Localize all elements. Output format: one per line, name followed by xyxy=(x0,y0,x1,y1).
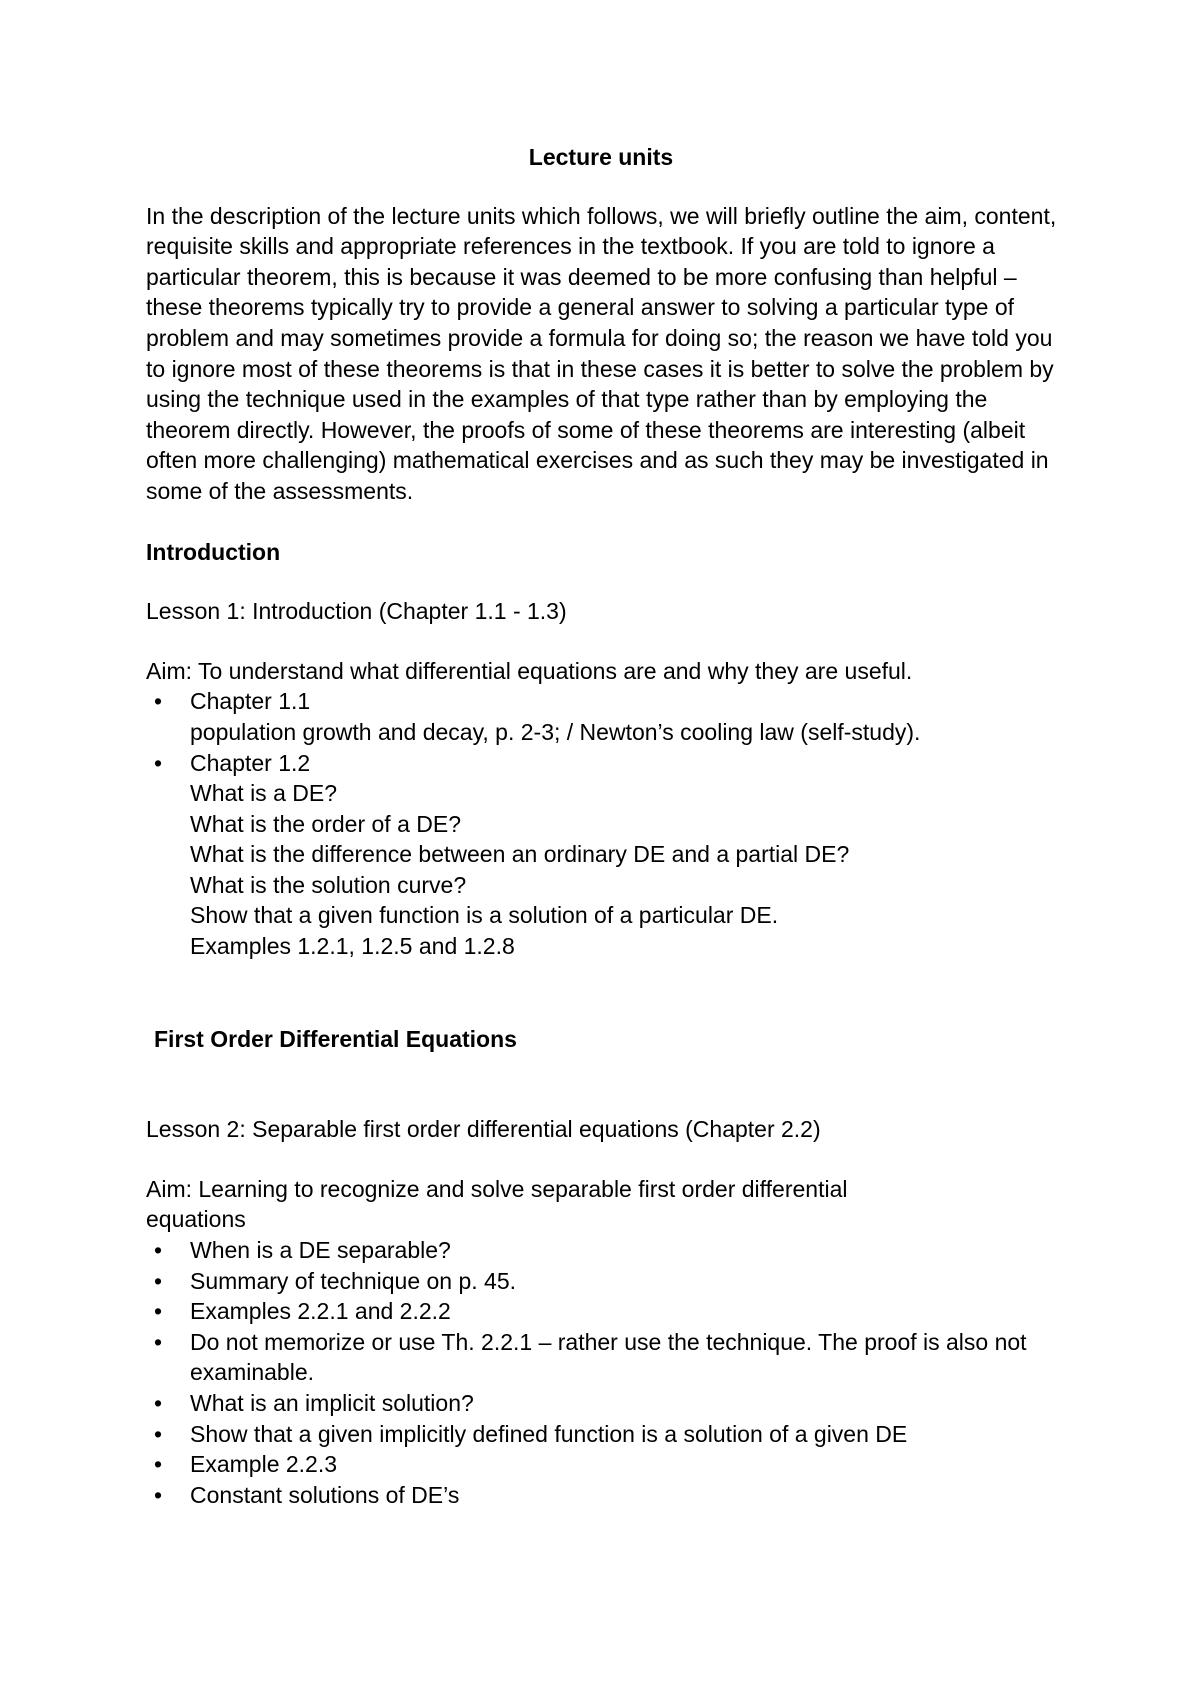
list-item xyxy=(146,686,1086,747)
bullet-line: Chapter 1.1 xyxy=(190,688,311,715)
bullet-icon: • xyxy=(154,1237,163,1264)
bullet-line: population growth and decay, p. 2-3; / Newton’s cooling law (self-study). xyxy=(190,718,921,745)
list-item xyxy=(146,1327,1086,1388)
list-item xyxy=(146,1449,1086,1480)
list-item xyxy=(146,1266,1086,1297)
bullet-text: Constant solutions of DE’s xyxy=(190,1481,460,1508)
bullet-line: Show that a given function is a solution of a particular DE. xyxy=(190,902,779,929)
bullet-line: What is the difference between an ordinary DE and a partial DE? xyxy=(190,841,850,868)
bullet-text: Examples 2.2.1 and 2.2.2 xyxy=(190,1298,451,1325)
bullet-icon: • xyxy=(154,1390,163,1416)
lesson-1-title: Lesson 1: Introduction (Chapter 1.1 - 1.3) xyxy=(146,598,567,625)
intro-paragraph: In the description of the lecture units which follows, we will briefly outline the aim, content, requisite skills and appropriate references in the textbook. If you are told to ignore a particular theorem, this is because it was deemed to be more confusing than helpful – these theorems typically try to provide a general answer to solving a particular type of problem and may sometimes provide a formula for doing so; the reason we have told you to ignore most of these theorems is that in these cases it is better to solve the problem by using the technique used in the examples of that type rather than by employing the theorem directly. However, the proofs of some of these theorems are interesting (albeit often more challenging) mathematical exercises and as such they may be investigated in some of the assessments. xyxy=(146,202,1057,504)
bullet-line: What is the order of a DE? xyxy=(190,810,462,837)
lesson-2-bullet-list xyxy=(146,1235,1086,1510)
bullet-icon: • xyxy=(154,1420,163,1447)
bullet-line: What is the solution curve? xyxy=(190,871,467,898)
aim-line: Aim: Learning to recognize and solve separable first order differential xyxy=(146,1175,848,1202)
lesson-1-aim: Aim: To understand what differential equations are and why they are useful. xyxy=(146,657,913,684)
bullet-line: What is a DE? xyxy=(190,780,337,807)
bullet-text: What is an implicit solution? xyxy=(190,1390,474,1416)
bullet-line: Chapter 1.2 xyxy=(190,749,311,776)
bullet-line: Examples 1.2.1, 1.2.5 and 1.2.8 xyxy=(190,933,515,960)
list-item xyxy=(146,1388,1086,1419)
list-item xyxy=(146,1296,1086,1327)
bullet-icon: • xyxy=(154,1298,163,1325)
list-item xyxy=(146,1419,1086,1450)
bullet-text: Example 2.2.3 xyxy=(190,1451,338,1478)
bullet-icon: • xyxy=(154,1267,163,1294)
bullet-icon: • xyxy=(154,1451,163,1478)
lesson-2-title: Lesson 2: Separable first order differential equations (Chapter 2.2) xyxy=(146,1116,821,1143)
document-page xyxy=(146,142,1086,1510)
lesson-1-bullet-list xyxy=(146,686,1086,961)
bullet-text: Show that a given implicitly defined function is a solution of a given DE xyxy=(190,1420,908,1447)
bullet-text: Do not memorize or use Th. 2.2.1 – rather use the technique. The proof is also not examinable. xyxy=(190,1328,1027,1386)
bullet-icon: • xyxy=(154,1328,163,1355)
bullet-text: When is a DE separable? xyxy=(190,1237,451,1264)
section-heading-first-order-des: First Order Differential Equations xyxy=(154,1025,517,1052)
aim-line: equations xyxy=(146,1206,246,1233)
bullet-text: Summary of technique on p. 45. xyxy=(190,1267,517,1294)
lesson-2-aim xyxy=(146,1174,1086,1235)
page-title: Lecture units xyxy=(528,144,674,170)
list-item xyxy=(146,1480,1086,1511)
bullet-icon: • xyxy=(154,749,163,776)
bullet-icon: • xyxy=(154,1481,163,1508)
bullet-icon: • xyxy=(154,688,163,715)
list-item xyxy=(146,1235,1086,1266)
list-item xyxy=(146,748,1086,962)
section-heading-introduction: Introduction xyxy=(146,538,281,565)
